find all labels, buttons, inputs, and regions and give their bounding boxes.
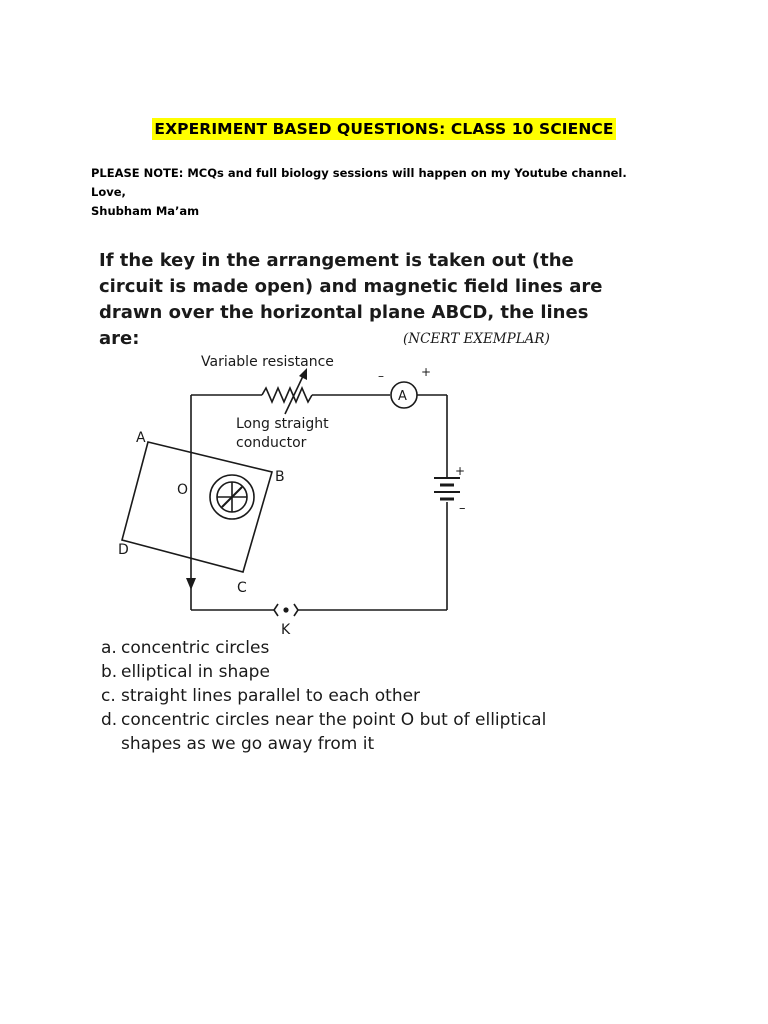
option-letter: a.: [101, 638, 117, 658]
key-bracket-right: [294, 604, 298, 616]
option-b: [101, 660, 581, 684]
option-d-continued: [101, 732, 581, 756]
current-arrow-icon: [186, 578, 196, 590]
key-dot-icon: [283, 607, 288, 612]
ammeter-minus-label: –: [378, 369, 384, 383]
note-signoff: Love,: [91, 185, 126, 199]
conductor-label: conductor: [236, 435, 307, 451]
plane-abcd: [122, 442, 272, 572]
key-k-label: K: [281, 622, 291, 638]
option-text: shapes as we go away from it: [121, 734, 375, 754]
question-line: are:: [99, 328, 140, 349]
option-text: straight lines parallel to each other: [121, 686, 421, 706]
ammeter-plus-label: +: [421, 365, 432, 379]
option-text: concentric circles near the point O but of elliptical: [121, 710, 547, 730]
battery-plus-label: +: [455, 464, 466, 478]
key-bracket-left: [274, 604, 278, 616]
option-letter: b.: [101, 662, 118, 682]
note-author: Shubham Ma’am: [91, 204, 200, 218]
corner-d-label: D: [118, 542, 129, 558]
option-letter: d.: [101, 710, 118, 730]
option-a: [101, 636, 581, 660]
option-text: concentric circles: [121, 638, 270, 658]
corner-b-label: B: [275, 469, 285, 485]
note-line: PLEASE NOTE: MCQs and full biology sessions will happen on my Youtube channel.: [91, 166, 627, 180]
option-d: [101, 708, 581, 732]
option-letter: c.: [101, 686, 116, 706]
question-source: (NCERT EXEMPLAR): [403, 331, 550, 347]
question-line: drawn over the horizontal plane ABCD, the lines: [99, 302, 589, 323]
question-line: circuit is made open) and magnetic field lines are: [99, 276, 603, 297]
question-line: If the key in the arrangement is taken out (the: [99, 250, 574, 271]
page-title: EXPERIMENT BASED QUESTIONS: CLASS 10 SCIENCE: [154, 120, 614, 138]
point-o-label: O: [177, 482, 189, 498]
long-straight-label: Long straight: [236, 416, 329, 432]
battery-minus-label: –: [459, 501, 466, 516]
option-letter: [101, 732, 121, 756]
variable-resistance-label: Variable resistance: [201, 354, 334, 370]
option-c: [101, 684, 581, 708]
corner-c-label: C: [237, 580, 247, 596]
variable-resistor: [262, 388, 312, 402]
option-text: elliptical in shape: [121, 662, 270, 682]
corner-a-label: A: [136, 430, 146, 446]
ammeter-label: A: [398, 389, 407, 404]
answer-options: [101, 636, 581, 756]
